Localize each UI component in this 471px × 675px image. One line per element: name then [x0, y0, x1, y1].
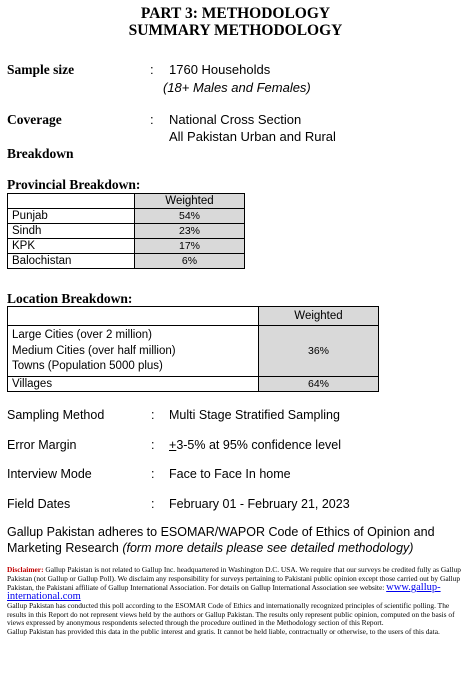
province-value: 23%: [135, 224, 245, 239]
table-row: [8, 239, 245, 254]
disclaimer-label: Disclaimer:: [7, 565, 44, 574]
field-dates-label: Field Dates: [7, 497, 71, 511]
location-breakdown-title: Location Breakdown:: [7, 291, 133, 306]
interview-mode-colon: :: [151, 467, 155, 481]
sample-size-label: Sample size: [7, 62, 75, 77]
field-dates-colon: :: [151, 497, 155, 511]
disclaimer-block: [7, 566, 463, 637]
ethics-text: Gallup Pakistan adheres to ESOMAR/WAPOR Code of Ethics of Opinion and Marketing Research: [7, 525, 435, 555]
table-row: [8, 376, 379, 391]
province-value: 54%: [135, 209, 245, 224]
coverage-value-1: National Cross Section: [169, 112, 302, 127]
error-margin-text: 3-5% at 95% confidence level: [176, 438, 341, 452]
gallup-international-link[interactable]: www.gallup-international.com: [7, 581, 441, 602]
table-header-row: [8, 194, 245, 209]
weighted-header: Weighted: [135, 194, 245, 209]
province-value: 6%: [135, 254, 245, 269]
interview-mode-value: Face to Face In home: [169, 467, 291, 481]
page-heading: PART 3: METHODOLOGY: [140, 5, 331, 22]
table-corner-cell: [8, 194, 135, 209]
coverage-value-2: All Pakistan Urban and Rural: [169, 129, 336, 144]
table-corner-cell: [8, 307, 259, 326]
sample-size-colon: :: [150, 62, 154, 77]
sampling-method-value: Multi Stage Stratified Sampling: [169, 408, 340, 422]
table-row: [8, 209, 245, 224]
error-margin-label: Error Margin: [7, 438, 77, 452]
villages-name: Villages: [8, 376, 259, 391]
city-group-cell: [8, 326, 259, 377]
sampling-method-colon: :: [151, 408, 155, 422]
province-name: Punjab: [8, 209, 135, 224]
location-breakdown-table: [7, 306, 379, 392]
province-name: Balochistan: [8, 254, 135, 269]
villages-value: 64%: [259, 376, 379, 391]
breakdown-label: Breakdown: [7, 146, 74, 161]
sampling-method-label: Sampling Method: [7, 408, 105, 422]
ethics-statement: [7, 524, 462, 556]
coverage-label: Coverage: [7, 112, 62, 127]
province-name: KPK: [8, 239, 135, 254]
sample-size-note: (18+ Males and Females): [163, 80, 311, 95]
table-row: [8, 326, 379, 377]
sample-size-value: 1760 Households: [169, 62, 271, 77]
error-margin-value: [169, 438, 341, 452]
disclaimer-paragraph-2: Gallup Pakistan has conducted this poll according to the ESOMAR Code of Ethics and internationally recognized principles of scientific polling. The results in this Report do not represent views held by the authors or Gallup Pakistan. The results only represent public opinion, computed on the basis of views expressed by anonymous respondents selected through the procedure outlined in the Methodology section of this Report.: [7, 600, 455, 628]
weighted-header: Weighted: [259, 307, 379, 326]
table-row: [8, 224, 245, 239]
disclaimer-paragraph-1: [7, 566, 463, 602]
provincial-breakdown-title: Provincial Breakdown:: [7, 177, 141, 192]
province-name: Sindh: [8, 224, 135, 239]
ethics-note: (form more details please see detailed methodology): [122, 541, 414, 555]
city-group-line: Medium Cities (over half million): [12, 344, 176, 357]
field-dates-value: February 01 - February 21, 2023: [169, 497, 350, 511]
table-row: [8, 254, 245, 269]
interview-mode-label: Interview Mode: [7, 467, 92, 481]
provincial-breakdown-table: [7, 193, 245, 269]
city-group-line: Towns (Population 5000 plus): [12, 360, 163, 372]
page-subheading: SUMMARY METHODOLOGY: [128, 22, 343, 39]
city-group-line: Large Cities (over 2 million): [12, 329, 152, 341]
disclaimer-text-1: Gallup Pakistan is not related to Gallup Inc. headquartered in Washington D.C. USA. We require that our surveys be credited fully as Gallup Pakistan (not Gallup or Gallup Poll). We disclaim any responsibility for surveys pertaining to Pakistani public opinion except those carried out by Gallup Pakistan, the Pakistani affiliate of Gallup International Association. For details on Gallup International Association see website:: [7, 565, 461, 592]
error-margin-colon: :: [151, 438, 155, 452]
city-group-value: 36%: [259, 326, 379, 377]
plus-minus-sign: +: [169, 438, 177, 452]
table-header-row: [8, 307, 379, 326]
province-value: 17%: [135, 239, 245, 254]
coverage-colon: :: [150, 112, 154, 127]
disclaimer-paragraph-3: Gallup Pakistan has provided this data in the public interest and gratis. It cannot be held liable, contractually or otherwise, to the users of this data.: [7, 627, 440, 637]
